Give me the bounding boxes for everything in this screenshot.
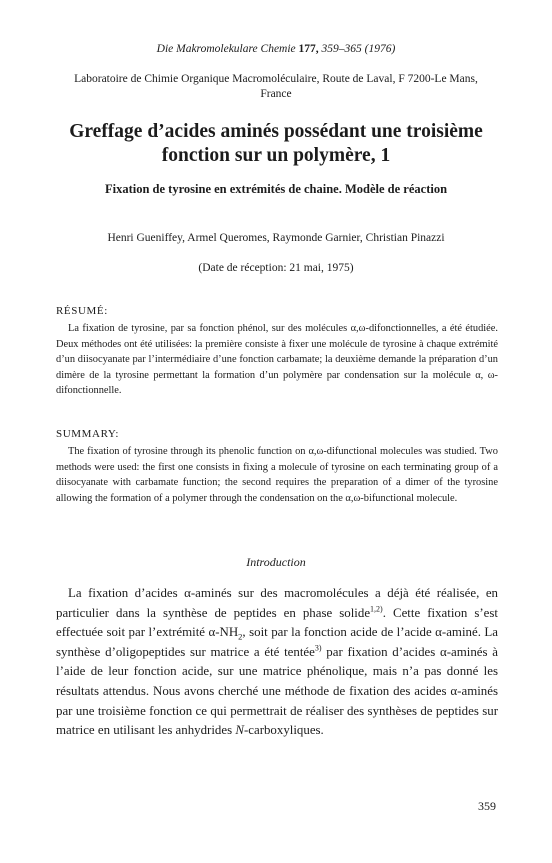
citation-ref-3: 3)	[314, 643, 322, 653]
intro-text-part-5: -carboxyliques.	[243, 723, 324, 738]
intro-text-part-3: , soit par la fonction acide de l’acide α-aminé. La synthèse d’oligopeptides sur matrice a été tentée	[56, 625, 498, 659]
resume-heading: RÉSUMÉ:	[56, 305, 108, 317]
page-number: 359	[478, 799, 496, 813]
subscript-2: 2	[238, 631, 243, 642]
affiliation	[56, 72, 496, 102]
title-line-2: fonction sur un polymère, 1	[161, 145, 391, 166]
intro-text-part-4: par fixation d’acides α-aminés à l’aide de leur fonction acide, sur une matrice phénolique, mais n’a pas donné les résultats attendus. Nous avons cherché une méthode de fixation des acides α-aminés par une troisième fonction ce qui permettrait de réaliser des synthèses de peptides sur matrice en utilisant les anhydrides	[56, 644, 498, 738]
journal-pages-year: 359–365 (1976)	[321, 43, 396, 55]
journal-header	[0, 43, 552, 55]
summary-heading: SUMMARY:	[56, 428, 120, 440]
citation-ref-1-2: 1,2)	[370, 604, 383, 614]
intro-text-part-1: La fixation d’acides α-aminés sur des macromolécules a déjà été réalisée, en particulier dans la synthèse de peptides en phase solide	[56, 586, 498, 620]
italic-n: N	[235, 723, 244, 738]
journal-name: Die Makromolekulare Chemie	[156, 43, 296, 55]
title-line-1: Greffage d’acides aminés possédant une troisième	[69, 121, 483, 142]
intro-text-part-2: . Cette fixation s’est effectuée soit par l’extrémité α-NH	[56, 605, 498, 640]
resume-text: La fixation de tyrosine, par sa fonction phénol, sur des molécules α,ω-difonctionnelles, a été étudiée. Deux méthodes ont été utilisées: la première consiste à fixer une molécule de tyrosine à chaque extrémité d’un diisocyanate par l’intermédiaire d’une fonction carbamate; la deuxième demande la préparation d’un dimère de la tyrosine permettant la formation d’un polymère par condensation sur la molécule α, ω-difonctionnelle.	[56, 323, 498, 397]
affiliation-line-2: France	[260, 88, 292, 100]
paper-subtitle: Fixation de tyrosine en extrémités de chaine. Modèle de réaction	[104, 182, 448, 196]
authors: Henri Gueniffey, Armel Queromes, Raymonde Garnier, Christian Pinazzi	[107, 232, 445, 244]
paper-title	[40, 120, 512, 168]
affiliation-line-1: Laboratoire de Chimie Organique Macromoléculaire, Route de Laval, F 7200-Le Mans,	[74, 73, 478, 85]
journal-volume: 177,	[298, 43, 319, 55]
summary-text: The fixation of tyrosine through its phenolic function on α,ω-difunctional molecules was studied. Two methods were used: the first one consists in fixing a molecule of tyrosine on each terminating group of a diisocyanate with carbamate function; the second requires the preparation of a dimer of the tyrosine allowing the formation of a polymer through the condensation on the α,ω-bifunctional molecule.	[56, 446, 498, 504]
introduction-heading: Introduction	[246, 555, 306, 569]
introduction-paragraph	[56, 584, 498, 741]
received-date: (Date de réception: 21 mai, 1975)	[198, 262, 354, 274]
